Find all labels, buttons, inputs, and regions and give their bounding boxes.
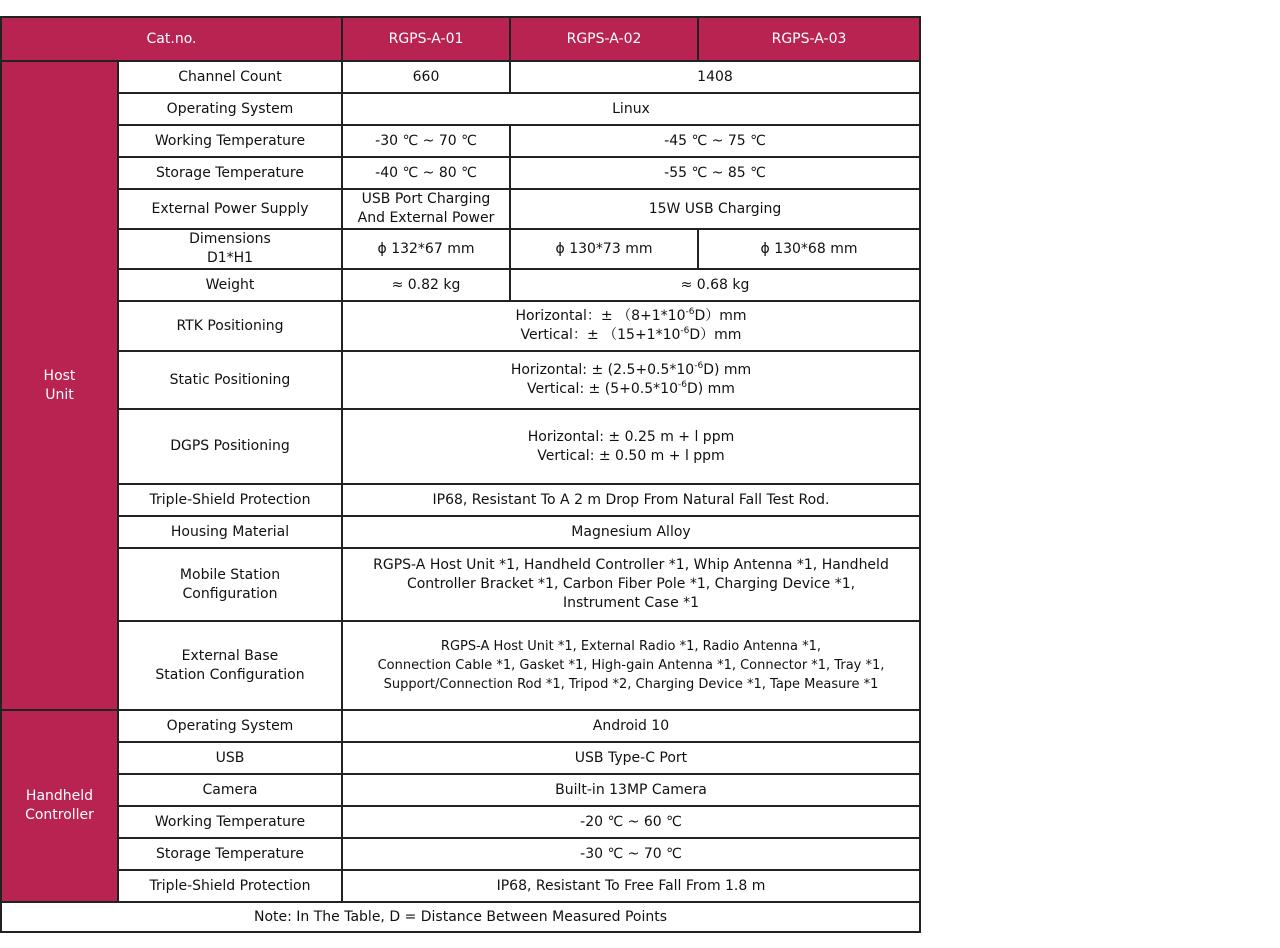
- text-part: Horizontal: ± (2.5+0.5*10: [510, 362, 695, 378]
- table-row: [1, 409, 920, 484]
- label-line: Mobile Station: [179, 566, 281, 583]
- cell-value: Android 10: [342, 710, 920, 742]
- row-label-dimensions: [118, 229, 342, 269]
- table-row: [1, 93, 920, 125]
- row-label-housing: Housing Material: [118, 516, 342, 548]
- row-label-mobile-config: [118, 548, 342, 621]
- cell-line: And External Power: [357, 210, 495, 226]
- exponent: -6: [685, 307, 695, 317]
- text-part: D) mm: [686, 381, 735, 397]
- row-label-handheld-storage-temp: Storage Temperature: [118, 838, 342, 870]
- table-row: [1, 125, 920, 157]
- table-row: [1, 301, 920, 351]
- row-label-handheld-protection: Triple-Shield Protection: [118, 870, 342, 902]
- cell-line: RGPS-A Host Unit *1, External Radio *1, Radio Antenna *1,: [440, 639, 822, 654]
- text-part: Vertical: ± (5+0.5*10: [527, 381, 678, 397]
- cell-line: RGPS-A Host Unit *1, Handheld Controller *1, Whip Antenna *1, Handheld: [373, 557, 889, 573]
- cell-value: ϕ 130*73 mm: [510, 229, 698, 269]
- cell-value: [342, 548, 920, 621]
- cell-value: [342, 351, 920, 409]
- table-row: [1, 61, 920, 93]
- model-header-a02: RGPS-A-02: [510, 17, 698, 61]
- table-row: [1, 870, 920, 902]
- row-label-base-config: [118, 621, 342, 710]
- text-part: D）mm: [689, 327, 742, 343]
- label-line: Dimensions: [189, 231, 271, 247]
- cell-value: -45 ℃ ~ 75 ℃: [510, 125, 920, 157]
- row-label-rtk: RTK Positioning: [118, 301, 342, 351]
- cell-line: Controller Bracket *1, Carbon Fiber Pole *1, Charging Device *1,: [406, 576, 856, 592]
- text-part: D) mm: [703, 362, 752, 378]
- cell-value: Built-in 13MP Camera: [342, 774, 920, 806]
- table-row: [1, 774, 920, 806]
- table-row: [1, 742, 920, 774]
- cell-line: Vertical: ± 0.50 m + l ppm: [537, 447, 725, 464]
- exponent: -6: [694, 361, 704, 371]
- row-label-dgps: DGPS Positioning: [118, 409, 342, 484]
- cell-value: IP68, Resistant To Free Fall From 1.8 m: [342, 870, 920, 902]
- group-host-unit: [1, 61, 118, 710]
- table-row: [1, 838, 920, 870]
- spec-table: [0, 16, 921, 933]
- table-row: [1, 269, 920, 301]
- cell-value: Magnesium Alloy: [342, 516, 920, 548]
- cell-value: [342, 189, 510, 229]
- rtk-vertical: [347, 326, 915, 345]
- cell-line: Horizontal: ± 0.25 m + l ppm: [527, 428, 735, 445]
- cell-value: -20 ℃ ~ 60 ℃: [342, 806, 920, 838]
- cell-value: IP68, Resistant To A 2 m Drop From Natural Fall Test Rod.: [342, 484, 920, 516]
- cell-value: ≈ 0.68 kg: [510, 269, 920, 301]
- cell-value: -55 ℃ ~ 85 ℃: [510, 157, 920, 189]
- label-line: Configuration: [182, 585, 278, 602]
- cell-value: Linux: [342, 93, 920, 125]
- table-row: [1, 548, 920, 621]
- table-row: [1, 351, 920, 409]
- catno-header: Cat.no.: [1, 17, 342, 61]
- group-label: Controller: [25, 807, 94, 823]
- model-header-a01: RGPS-A-01: [342, 17, 510, 61]
- note-row: [1, 902, 920, 932]
- row-label-operating-system: Operating System: [118, 93, 342, 125]
- cell-value: -40 ℃ ~ 80 ℃: [342, 157, 510, 189]
- label-line: Station Configuration: [155, 666, 305, 683]
- cell-value: 15W USB Charging: [510, 189, 920, 229]
- cell-line: Support/Connection Rod *1, Tripod *2, Charging Device *1, Tape Measure *1: [383, 677, 879, 692]
- row-label-protection: Triple-Shield Protection: [118, 484, 342, 516]
- cell-value: ϕ 132*67 mm: [342, 229, 510, 269]
- header-row: [1, 17, 920, 61]
- row-label-weight: Weight: [118, 269, 342, 301]
- row-label-camera: Camera: [118, 774, 342, 806]
- label-line: D1*H1: [206, 250, 254, 266]
- text-part: Vertical：± （15+1*10: [520, 327, 681, 343]
- static-vertical: [347, 380, 915, 399]
- table-row: [1, 157, 920, 189]
- cell-value: -30 ℃ ~ 70 ℃: [342, 838, 920, 870]
- table-row: [1, 229, 920, 269]
- cell-line: USB Port Charging: [361, 191, 491, 207]
- model-header-a03: RGPS-A-03: [698, 17, 920, 61]
- cell-value: ≈ 0.82 kg: [342, 269, 510, 301]
- table-row: [1, 806, 920, 838]
- table-note: Note: In The Table, D = Distance Between Measured Points: [1, 902, 920, 932]
- label-line: External Base: [181, 647, 279, 664]
- row-label-handheld-os: Operating System: [118, 710, 342, 742]
- cell-value: 1408: [510, 61, 920, 93]
- cell-value: [342, 301, 920, 351]
- table-row: [1, 189, 920, 229]
- group-label: Unit: [45, 386, 74, 403]
- row-label-handheld-working-temp: Working Temperature: [118, 806, 342, 838]
- row-label-usb: USB: [118, 742, 342, 774]
- table-row: [1, 710, 920, 742]
- cell-value: USB Type-C Port: [342, 742, 920, 774]
- cell-value: 660: [342, 61, 510, 93]
- table-row: [1, 621, 920, 710]
- cell-value: ϕ 130*68 mm: [698, 229, 920, 269]
- rtk-horizontal: [347, 307, 915, 326]
- exponent: -6: [677, 380, 687, 390]
- row-label-external-power: External Power Supply: [118, 189, 342, 229]
- text-part: Horizontal：± （8+1*10: [515, 308, 686, 324]
- cell-line: Instrument Case *1: [562, 595, 700, 611]
- group-label: Handheld: [25, 788, 94, 804]
- text-part: D）mm: [694, 308, 747, 324]
- cell-value: [342, 409, 920, 484]
- cell-line: Connection Cable *1, Gasket *1, High-gain Antenna *1, Connector *1, Tray *1,: [377, 658, 885, 673]
- static-horizontal: [347, 361, 915, 380]
- row-label-storage-temperature: Storage Temperature: [118, 157, 342, 189]
- row-label-channel-count: Channel Count: [118, 61, 342, 93]
- cell-value: [342, 621, 920, 710]
- exponent: -6: [680, 326, 690, 336]
- row-label-static: Static Positioning: [118, 351, 342, 409]
- group-label: Host: [43, 367, 76, 384]
- table-row: [1, 484, 920, 516]
- cell-value: -30 ℃ ~ 70 ℃: [342, 125, 510, 157]
- group-handheld-controller: [1, 710, 118, 902]
- row-label-working-temperature: Working Temperature: [118, 125, 342, 157]
- table-row: [1, 516, 920, 548]
